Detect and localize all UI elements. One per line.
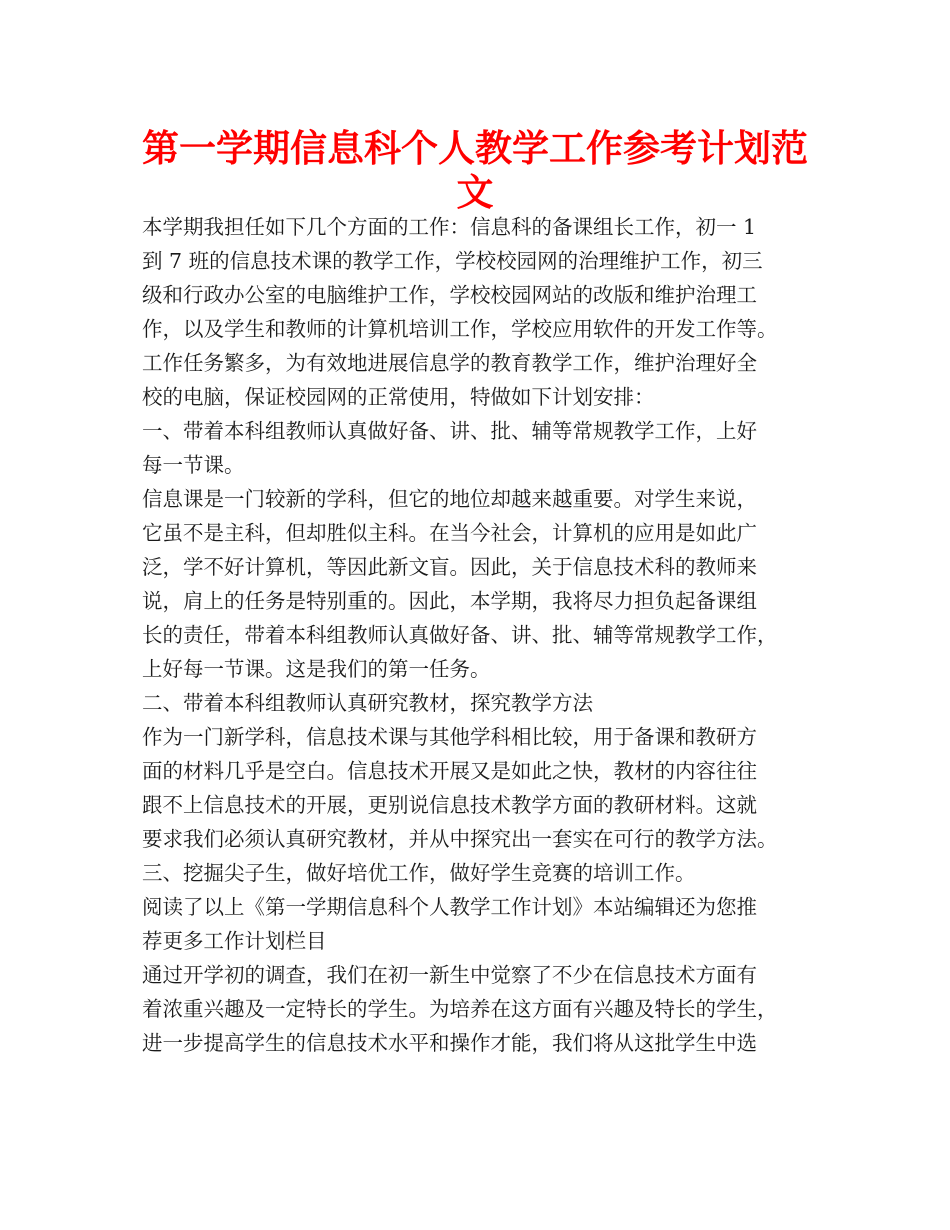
body-line: 本学期我担任如下几个方面的工作：信息科的备课组长工作，初一 1 xyxy=(142,215,757,239)
body-line: 说，肩上的任务是特别重的。因此，本学期，我将尽力担负起备课组 xyxy=(142,589,757,613)
document-body xyxy=(142,210,822,1060)
body-line: 泛，学不好计算机，等因此新文盲。因此，关于信息技术科的教师来 xyxy=(142,555,757,579)
body-line: 到 7 班的信息技术课的教学工作，学校校园网的治理维护工作，初三 xyxy=(142,249,763,273)
body-line: 阅读了以上《第一学期信息科个人教学工作计划》本站编辑还为您推 xyxy=(142,895,757,919)
document-title-continued: 文 xyxy=(456,170,494,214)
section-heading: 一、带着本科组教师认真做好备、讲、批、辅等常规教学工作，上好 xyxy=(142,419,757,443)
body-line: 面的材料几乎是空白。信息技术开展又是如此之快，教材的内容往往 xyxy=(142,759,757,783)
body-line: 它虽不是主科，但却胜似主科。在当今社会，计算机的应用是如此广 xyxy=(142,521,757,545)
body-line: 作为一门新学科，信息技术课与其他学科相比较，用于备课和教研方 xyxy=(142,725,757,749)
body-line: 要求我们必须认真研究教材，并从中探究出一套实在可行的教学方法。 xyxy=(142,827,778,851)
body-line: 信息课是一门较新的学科，但它的地位却越来越重要。对学生来说， xyxy=(142,487,757,511)
section-heading: 二、带着本科组教师认真研究教材，探究教学方法 xyxy=(142,691,593,715)
body-line: 级和行政办公室的电脑维护工作，学校校园网站的改版和维护治理工 xyxy=(142,283,757,307)
body-line: 校的电脑，保证校园网的正常使用，特做如下计划安排： xyxy=(142,385,655,409)
body-line: 进一步提高学生的信息技术水平和操作才能，我们将从这批学生中选 xyxy=(142,1031,757,1055)
body-line: 通过开学初的调查，我们在初一新生中觉察了不少在信息技术方面有 xyxy=(142,963,757,987)
body-line: 跟不上信息技术的开展，更别说信息技术教学方面的教研材料。这就 xyxy=(142,793,757,817)
body-line: 长的责任，带着本科组教师认真做好备、讲、批、辅等常规教学工作， xyxy=(142,623,778,647)
body-line: 上好每一节课。这是我们的第一任务。 xyxy=(142,657,491,681)
body-line: 作，以及学生和教师的计算机培训工作，学校应用软件的开发工作等。 xyxy=(142,317,778,341)
body-line: 着浓重兴趣及一定特长的学生。为培养在这方面有兴趣及特长的学生， xyxy=(142,997,778,1021)
body-line: 工作任务繁多，为有效地进展信息学的教育教学工作，维护治理好全 xyxy=(142,351,757,375)
section-heading-continued: 每一节课。 xyxy=(142,453,245,477)
section-heading: 三、挖掘尖子生，做好培优工作，做好学生竞赛的培训工作。 xyxy=(142,861,696,885)
body-line: 荐更多工作计划栏目 xyxy=(142,929,327,953)
document-title: 第一学期信息科个人教学工作参考计划范 xyxy=(142,126,808,170)
